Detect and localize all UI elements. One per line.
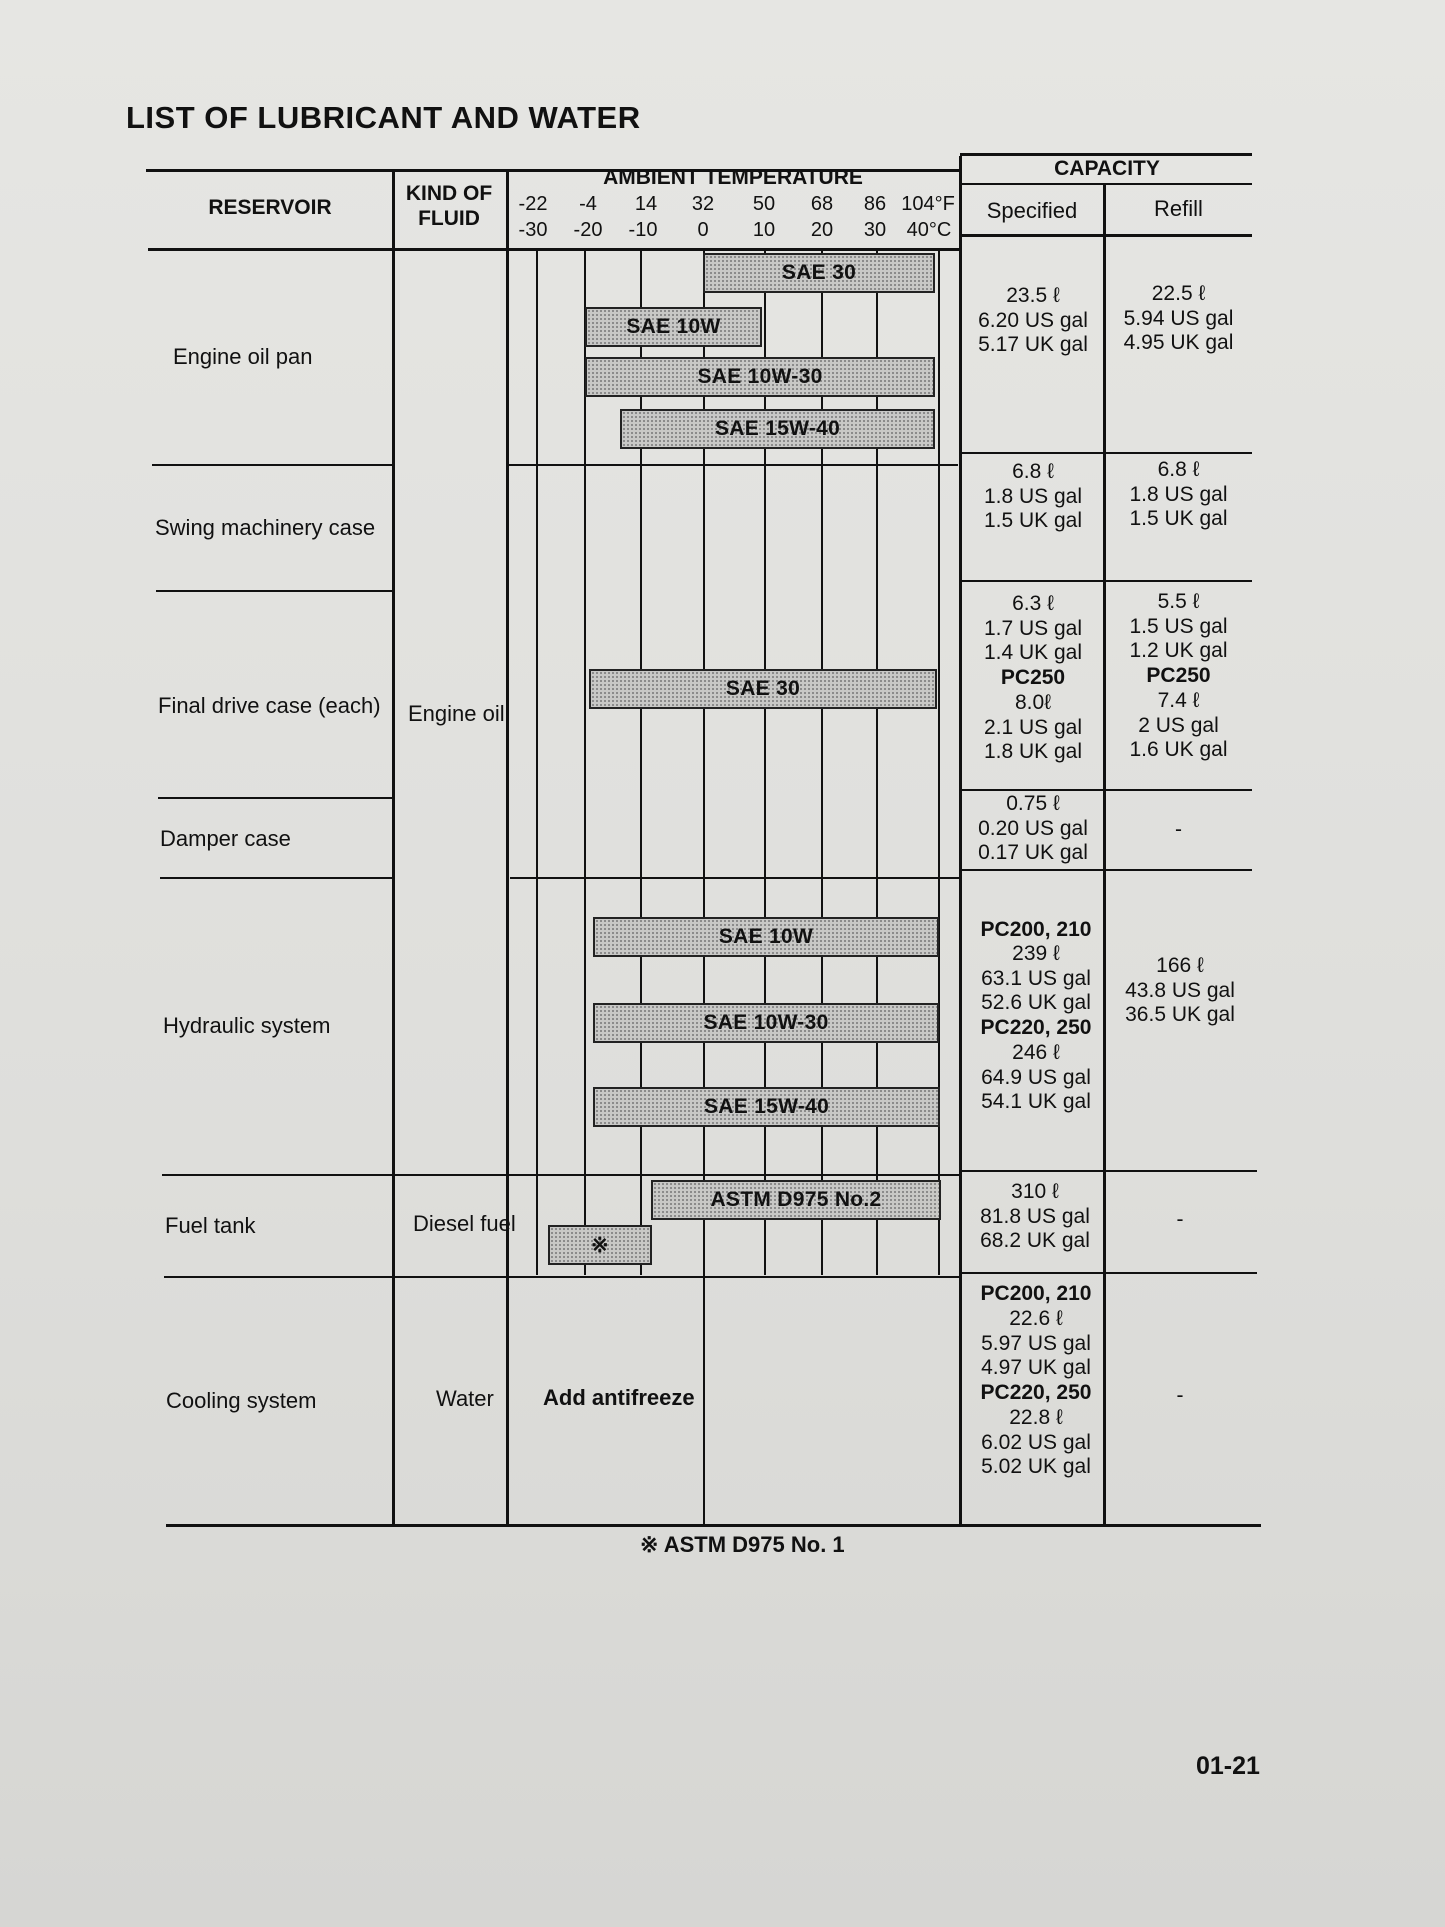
header-ambient-temperature: AMBIENT TEMPERATURE <box>603 166 863 189</box>
row-separator <box>152 464 392 466</box>
specified-final-drive-pc250: 8.0ℓ 2.1 US gal 1.8 UK gal <box>983 691 1083 763</box>
specified-hydraulic-b: 246 ℓ 64.9 US gal 54.1 UK gal <box>981 1041 1091 1113</box>
reservoir-swing-machinery-case: Swing machinery case <box>155 515 376 540</box>
temp-grid-line <box>584 250 586 1275</box>
refill-engine-oil-pan: 22.5 ℓ 5.94 US gal 4.95 UK gal <box>1123 282 1234 354</box>
fluid-water: Water <box>436 1386 494 1411</box>
header-kind-of-fluid-line1: KIND OF <box>405 182 493 205</box>
page-title: LIST OF LUBRICANT AND WATER <box>126 100 641 135</box>
temp-bar-sae30 <box>703 253 935 293</box>
temp-bar-sae10w <box>593 917 939 957</box>
temp-bar-sae15w40 <box>620 409 935 449</box>
fluid-engine-oil: Engine oil <box>408 701 505 726</box>
refill-hydraulic: 166 ℓ 43.8 US gal 36.5 UK gal <box>1125 954 1235 1026</box>
temp-c-tick: 40°C <box>906 219 952 241</box>
row-separator <box>510 877 960 879</box>
header-capacity: CAPACITY <box>1054 157 1160 180</box>
table-bottom-border <box>166 1524 1261 1527</box>
temp-f-tick: -4 <box>579 193 597 215</box>
temp-bar-sae10w30 <box>593 1003 939 1043</box>
temp-f-tick: 14 <box>634 193 658 215</box>
temp-f-tick: 32 <box>691 193 715 215</box>
temp-grid-line <box>536 250 538 1275</box>
row-separator <box>162 1174 960 1176</box>
specified-hydraulic-model-b: PC220, 250 <box>980 1016 1092 1039</box>
reservoir-final-drive-case: Final drive case (each) <box>158 693 381 718</box>
row-separator <box>158 797 392 799</box>
refill-damper-case: - <box>1175 818 1182 841</box>
specified-hydraulic-model-a: PC200, 210 <box>980 918 1092 941</box>
temp-f-tick: 50 <box>752 193 776 215</box>
temp-bar-sae15w40 <box>593 1087 940 1127</box>
row-separator <box>508 464 958 466</box>
header-reservoir: RESERVOIR <box>208 196 332 219</box>
fluid-diesel-fuel: Diesel fuel <box>413 1211 516 1236</box>
row-separator <box>160 877 392 879</box>
header-refill: Refill <box>1154 196 1203 221</box>
row-separator <box>962 869 1252 871</box>
bar-label: SAE 10W <box>718 925 814 948</box>
reservoir-fuel-tank: Fuel tank <box>165 1213 256 1238</box>
add-antifreeze-note: Add antifreeze <box>543 1385 695 1410</box>
temp-f-tick: 86 <box>863 193 887 215</box>
bar-label: SAE 15W-40 <box>714 417 841 440</box>
specified-swing-machinery: 6.8 ℓ 1.8 US gal 1.5 UK gal <box>983 460 1083 532</box>
temp-f-tick: -22 <box>518 193 548 215</box>
refill-final-drive-pc250: 7.4 ℓ 2 US gal 1.6 UK gal <box>1129 689 1228 761</box>
temp-c-tick: -10 <box>628 219 658 241</box>
col-divider-reservoir <box>392 169 395 1524</box>
temp-c-tick: -20 <box>573 219 603 241</box>
temp-c-tick: -30 <box>518 219 548 241</box>
temp-c-tick: 10 <box>752 219 776 241</box>
specified-damper-case: 0.75 ℓ 0.20 US gal 0.17 UK gal <box>978 792 1088 864</box>
bar-label: SAE 15W-40 <box>703 1095 830 1118</box>
row-separator <box>962 452 1252 454</box>
specified-cooling-model-a: PC200, 210 <box>980 1282 1092 1305</box>
bar-label: SAE 10W-30 <box>703 1011 829 1034</box>
capacity-sub-border <box>960 183 1252 185</box>
specified-fuel-tank: 310 ℓ 81.8 US gal 68.2 UK gal <box>980 1180 1090 1252</box>
temp-bar-sae10w <box>585 307 762 347</box>
page-number: 01-21 <box>1196 1752 1260 1780</box>
specified-engine-oil-pan: 23.5 ℓ 6.20 US gal 5.17 UK gal <box>978 284 1088 356</box>
reservoir-hydraulic-system: Hydraulic system <box>163 1013 331 1038</box>
temp-bar-astm-d975-no1 <box>548 1225 652 1265</box>
refill-fuel-tank: - <box>1176 1208 1184 1231</box>
bar-label: SAE 10W-30 <box>697 365 823 388</box>
bar-label: SAE 30 <box>725 677 801 700</box>
temp-c-tick: 30 <box>863 219 887 241</box>
reservoir-cooling-system: Cooling system <box>166 1388 317 1413</box>
temp-bar-sae30 <box>589 669 937 709</box>
row-separator <box>962 580 1252 582</box>
temp-bar-astm-d975-no2 <box>651 1180 941 1220</box>
bar-label: ※ <box>591 1233 609 1257</box>
temp-c-tick: 0 <box>697 219 709 241</box>
capacity-header-bottom-border <box>960 234 1252 237</box>
specified-final-drive-model: PC250 <box>1000 666 1066 689</box>
capacity-top-border <box>960 153 1252 156</box>
temp-bar-sae10w30 <box>585 357 935 397</box>
bar-label: SAE 10W <box>626 315 721 338</box>
row-separator <box>164 1276 960 1278</box>
header-bottom-border <box>148 248 960 251</box>
specified-final-drive: 6.3 ℓ 1.7 US gal 1.4 UK gal <box>983 592 1083 664</box>
refill-final-drive-model: PC250 <box>1146 664 1211 687</box>
bar-label: SAE 30 <box>781 261 857 284</box>
header-specified: Specified <box>986 198 1078 223</box>
bar-label: ASTM D975 No.2 <box>710 1188 882 1211</box>
specified-hydraulic-a: 239 ℓ 63.1 US gal 52.6 UK gal <box>981 942 1091 1014</box>
reservoir-engine-oil-pan: Engine oil pan <box>173 344 313 369</box>
refill-swing-machinery: 6.8 ℓ 1.8 US gal 1.5 UK gal <box>1129 458 1228 530</box>
refill-cooling: - <box>1176 1384 1184 1407</box>
header-kind-of-fluid-line2: FLUID <box>418 207 480 230</box>
row-separator <box>962 1170 1257 1172</box>
specified-cooling-model-b: PC220, 250 <box>980 1381 1092 1404</box>
col-divider-fluid <box>506 169 509 1524</box>
temp-f-tick: 68 <box>810 193 834 215</box>
footnote-astm-d975-no1: ※ ASTM D975 No. 1 <box>640 1532 845 1557</box>
row-separator <box>962 1272 1257 1274</box>
temp-f-tick: 104°F <box>901 193 955 215</box>
row-separator <box>156 590 392 592</box>
row-separator <box>962 789 1252 791</box>
specified-cooling-b: 22.8 ℓ 6.02 US gal 5.02 UK gal <box>981 1406 1091 1478</box>
refill-final-drive: 5.5 ℓ 1.5 US gal 1.2 UK gal <box>1129 590 1228 662</box>
specified-cooling-a: 22.6 ℓ 5.97 US gal 4.97 UK gal <box>981 1307 1091 1379</box>
reservoir-damper-case: Damper case <box>160 826 291 851</box>
temp-c-tick: 20 <box>810 219 834 241</box>
